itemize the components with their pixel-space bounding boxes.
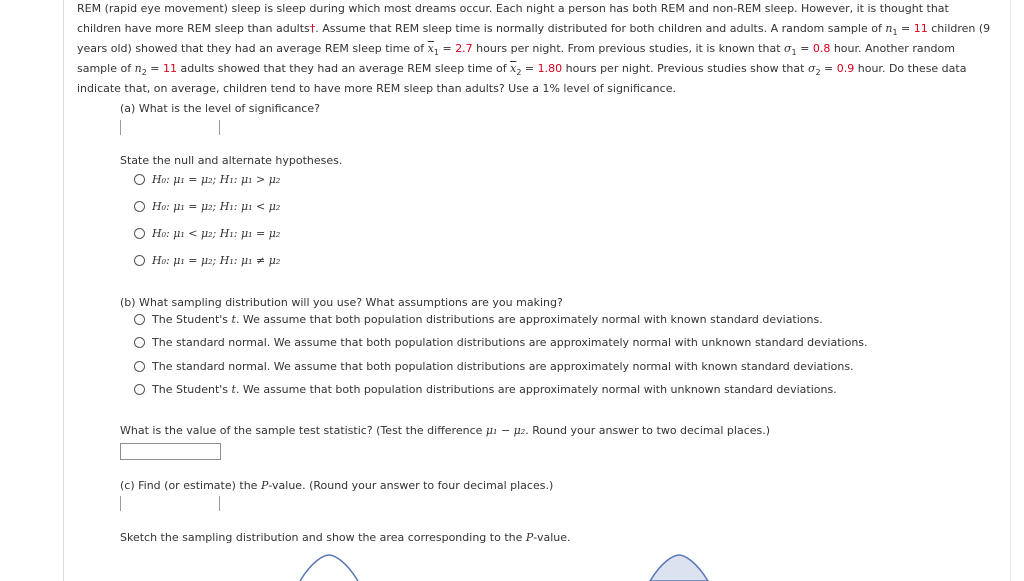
distribution-option-2[interactable]: The standard normal. We assume that both population distributions are approximately normal with unknown standard deviations. bbox=[134, 336, 868, 349]
radio-button[interactable] bbox=[134, 174, 145, 185]
part-b-question: (b) What sampling distribution will you use? What assumptions are you making? bbox=[120, 296, 563, 309]
radio-button[interactable] bbox=[134, 201, 145, 212]
sketch-graph-option-2[interactable] bbox=[648, 553, 710, 581]
xbar2-value: 1.80 bbox=[537, 62, 563, 75]
hypothesis-option-3[interactable]: H₀: μ₁ < μ₂; H₁: μ₁ = μ₂ bbox=[134, 227, 280, 240]
n2-value: 11 bbox=[163, 62, 177, 75]
question-content bbox=[77, 0, 1002, 544]
hypothesis-option-4[interactable]: H₀: μ₁ = μ₂; H₁: μ₁ ≠ μ₂ bbox=[134, 254, 280, 267]
hypothesis-option-2[interactable]: H₀: μ₁ = μ₂; H₁: μ₁ < μ₂ bbox=[134, 200, 280, 213]
p-value-answer-field[interactable] bbox=[120, 496, 220, 511]
test-statistic-input[interactable] bbox=[120, 443, 221, 460]
hypotheses-prompt: State the null and alternate hypotheses. bbox=[120, 154, 343, 167]
significance-level-answer-field[interactable] bbox=[120, 120, 220, 135]
sketch-prompt: Sketch the sampling distribution and show the area corresponding to the P-value. bbox=[120, 531, 571, 544]
hypothesis-option-1[interactable]: H₀: μ₁ = μ₂; H₁: μ₁ > μ₂ bbox=[134, 173, 280, 186]
radio-button[interactable] bbox=[134, 228, 145, 239]
distribution-option-1[interactable]: The Student's t. We assume that both population distributions are approximately normal with known standard deviations. bbox=[134, 313, 823, 326]
right-border bbox=[1010, 0, 1011, 581]
test-statistic-question: What is the value of the sample test statistic? (Test the difference μ₁ − μ₂. Round your answer to two decimal places.) bbox=[120, 424, 771, 437]
radio-button[interactable] bbox=[134, 337, 145, 348]
part-a-question: (a) What is the level of significance? bbox=[120, 102, 320, 115]
n1-value: 11 bbox=[913, 22, 928, 35]
radio-button[interactable] bbox=[134, 255, 145, 266]
radio-button[interactable] bbox=[134, 361, 145, 372]
problem-statement: REM (rapid eye movement) sleep is sleep during which most dreams occur. Each night a person has both REM and non-REM sleep. However, it is thought that children have more REM sleep than adults†. Assume that REM sleep time is normally distributed for both children and adults. A random sample of $n_1 = 11$ children (9 years old) showed that they had an average REM sleep time of $\overline{x}_1 = 2.7$ hours per night. From previous studies, it is known that $\sigma_1 = 0.8$ hour. Another random sample of $n_2 = 11$ adults showed that they had an average REM sleep time of $\overline{x}_2 = 1.80$ hours per night. Previous studies show that $\sigma_2 = 0.9$ hour. Do these data indicate that, on average, children tend to have more REM sleep than adults? Use a 1% level of significance. bbox=[77, 2, 991, 95]
sketch-graph-option-1[interactable] bbox=[298, 553, 360, 581]
sigma1-value: 0.8 bbox=[812, 42, 831, 55]
distribution-option-3[interactable]: The standard normal. We assume that both population distributions are approximately normal with known standard deviations. bbox=[134, 360, 854, 373]
part-c-question: (c) Find (or estimate) the P-value. (Round your answer to four decimal places.) bbox=[120, 479, 554, 492]
radio-button[interactable] bbox=[134, 384, 145, 395]
radio-button[interactable] bbox=[134, 314, 145, 325]
distribution-option-4[interactable]: The Student's t. We assume that both population distributions are approximately normal with unknown standard deviations. bbox=[134, 383, 837, 396]
left-border bbox=[63, 0, 64, 581]
footnote-dagger-link[interactable]: † bbox=[309, 22, 316, 35]
xbar1-value: 2.7 bbox=[455, 42, 473, 55]
sigma2-value: 0.9 bbox=[836, 62, 855, 75]
